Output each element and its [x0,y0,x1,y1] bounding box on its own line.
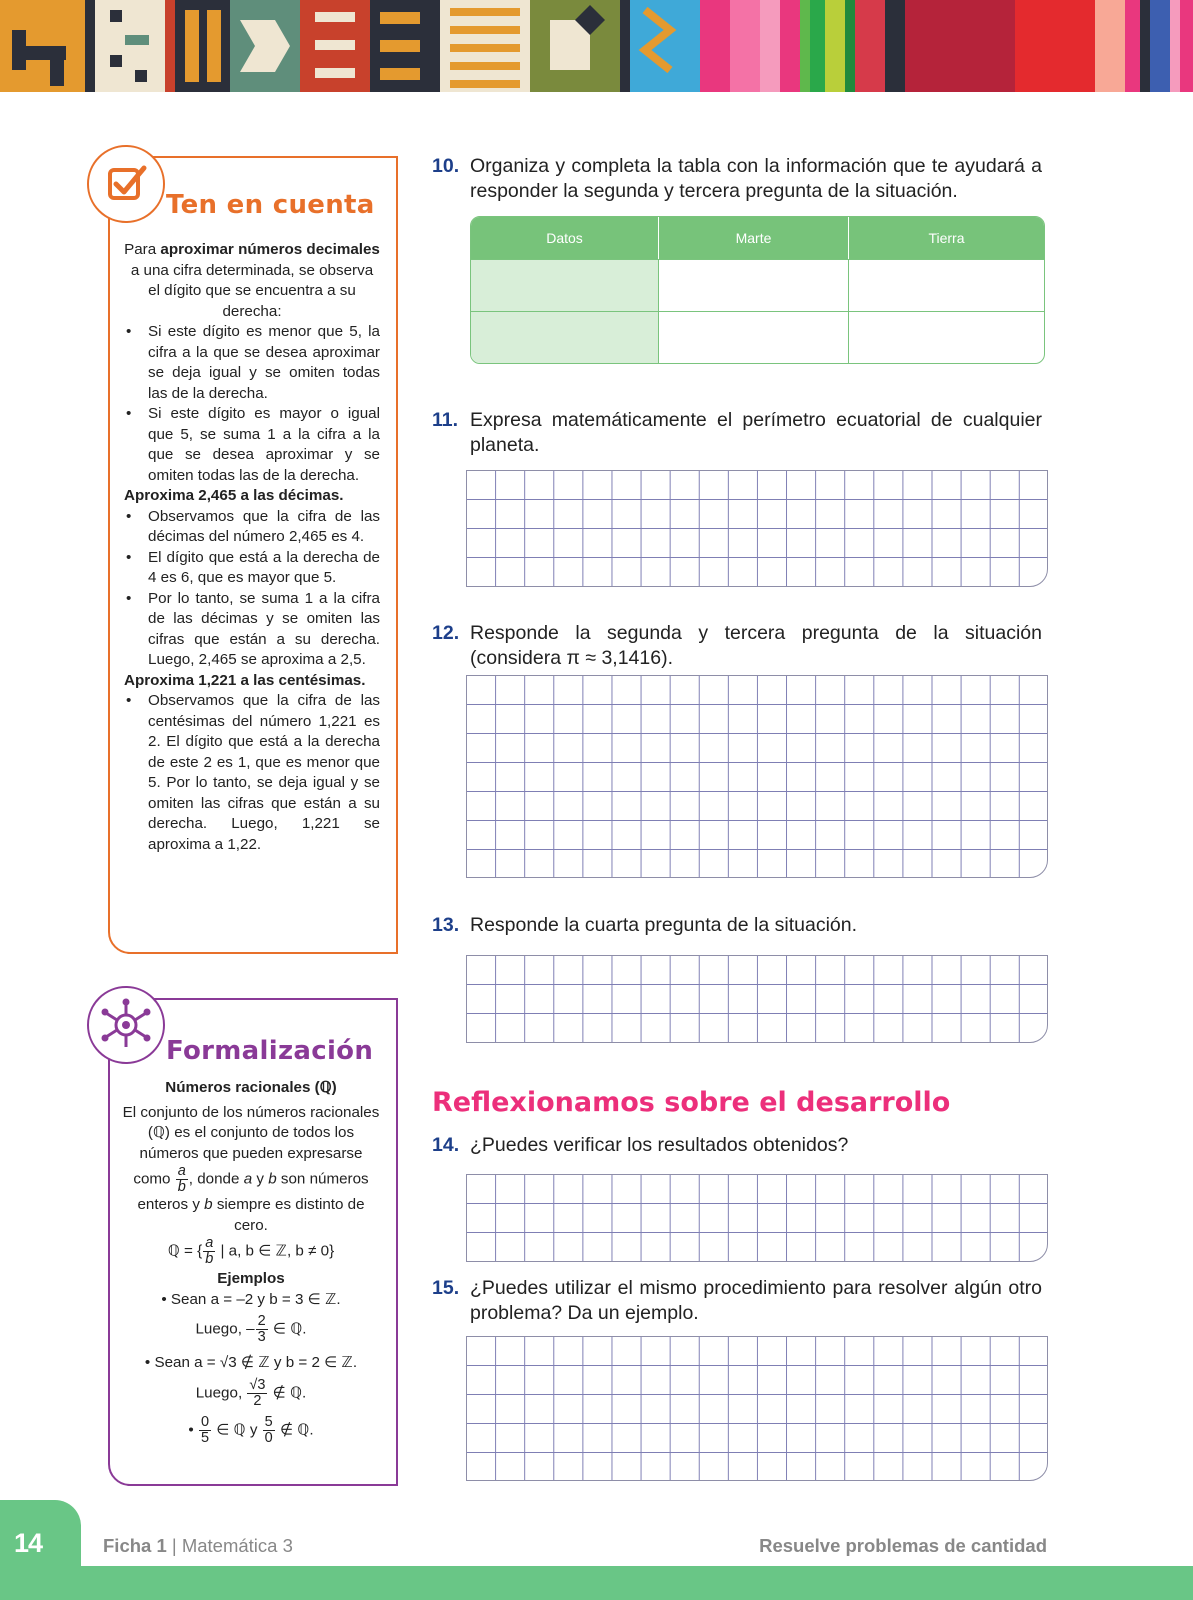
table-cell[interactable] [849,259,1044,311]
example2-steps [124,691,380,855]
formalization-box-title: Formalización [166,1036,374,1066]
question-number: 14. [432,1134,460,1156]
question-text: Expresa matemáticamente el perímetro ecuatorial de cualquier planeta. [470,409,1042,456]
rule-item: • Si este dígito es mayor o igual que 5, se suma 1 a la cifra a la que se desea aproximar y se omiten todas las de la derecha. [124,404,380,486]
step-item: • El dígito que está a la derecha de 4 es 6, que es mayor que 5. [124,548,380,589]
fraction-a-over-b: $\frac{a}{b}$ [177,1163,186,1195]
table-row [471,259,1044,311]
question-text: Responde la segunda y tercera pregunta de la situación (considera π ≈ 3,1416). [470,622,1042,669]
formalization-content [120,1078,382,1446]
example-1: • Sean a = –2 y b = 3 ∈ ℤ. Luego, – $\frac{2}{3}$ ∈ ℚ. [161,1290,341,1345]
footer-competency: Resuelve problemas de cantidad [759,1535,1047,1556]
question-11 [432,408,1042,458]
example1-heading: Aproxima 2,465 a las décimas. [124,487,344,504]
answer-grid-11[interactable] [466,470,1048,587]
data-table [470,216,1045,364]
examples-heading: Ejemplos [217,1270,285,1287]
answer-grid-14[interactable] [466,1174,1048,1262]
question-12 [432,621,1042,671]
footer-band [0,1566,1193,1600]
table-cell[interactable] [471,311,659,363]
question-text: ¿Puedes utilizar el mismo procedimiento para resolver algún otro problema? Da un ejemplo. [470,1277,1042,1324]
set-notation: ℚ = { $\frac{a}{b}$ | a, b ∈ ℤ, b ≠ 0} [167,1235,335,1267]
question-number: 11. [432,409,459,431]
question-15 [432,1276,1042,1326]
question-text: Responde la cuarta pregunta de la situación. [470,914,858,936]
tip-intro: Para aproximar números decimales a una cifra determinada, se observa el dígito que se encuentra a su derecha: [124,241,380,320]
tip-box-content [124,240,380,855]
table-cell[interactable] [659,311,849,363]
table-cell[interactable] [849,311,1044,363]
step-item: • Observamos que la cifra de las centésimas del número 1,221 es 2. El dígito que está a la derecha de este 2 es 1, que es menor que 5. Por lo tanto, se deja igual y se omiten las cifras que están a su derecha. Luego, 1,221 se aproxima a 1,22. [124,691,380,855]
example-2: • Sean a = √3 ∉ ℤ y b = 2 ∈ ℤ. Luego, $\frac{√3}{2}$ ∉ ℚ. [144,1354,358,1409]
tip-box-title: Ten en cuenta [166,190,375,220]
textile-pattern [0,0,1193,92]
page-number: 14 [14,1528,43,1558]
question-10 [432,154,1042,204]
tip-badge [87,145,165,223]
answer-grid-15[interactable] [466,1336,1048,1481]
rule-item: • Si este dígito es menor que 5, la cifra a la que se desea aproximar se deja igual y se omiten todas las de la derecha. [124,322,380,404]
question-number: 12. [432,622,460,644]
column-header-datos: Datos [471,217,659,259]
example2-heading: Aproxima 1,221 a las centésimas. [124,671,366,689]
footer-ficha: Ficha 1 | Matemática 3 [103,1535,293,1556]
table-row [471,311,1044,363]
rules-list [124,322,380,486]
table-cell[interactable] [471,259,659,311]
question-text: ¿Puedes verificar los resultados obtenidos? [470,1134,849,1156]
molecule-icon [98,997,154,1053]
answer-grid-12[interactable] [466,675,1048,878]
formalization-subtitle: Números racionales (ℚ) [165,1079,337,1096]
question-number: 13. [432,914,460,936]
table-header-row [471,217,1044,259]
question-14 [432,1133,1042,1158]
section-heading: Reflexionamos sobre el desarrollo [432,1087,951,1118]
step-item: • Por lo tanto, se suma 1 a la cifra de las décimas y se omiten las cifras que están a su derecha. Luego, 2,465 se aproxima a 2,5. [124,589,380,671]
example-3: • $\frac{0}{5}$ ∈ ℚ y $\frac{5}{0}$ ∉ ℚ. [188,1413,314,1446]
question-text: Organiza y completa la tabla con la información que te ayudará a responder la segunda y tercera pregunta de la situación. [470,155,1042,202]
decorative-textile-band [0,0,1193,92]
example1-steps [124,507,380,671]
definition-text: El conjunto de los números racionales (ℚ) es el conjunto de todos los números que pueden expresarse como $\frac{a}{b}$ , donde a y b son números enteros y b siempre es distinto de cero. [122,1103,380,1234]
answer-grid-13[interactable] [466,955,1048,1043]
question-number: 15. [432,1277,460,1299]
column-header-marte: Marte [659,217,849,259]
question-number: 10. [432,155,460,177]
question-13 [432,913,1042,938]
step-item: • Observamos que la cifra de las décimas del número 2,465 es 4. [124,507,380,548]
checkbox-check-icon [102,160,150,208]
table-cell[interactable] [659,259,849,311]
formalization-badge [87,986,165,1064]
column-header-tierra: Tierra [849,217,1044,259]
